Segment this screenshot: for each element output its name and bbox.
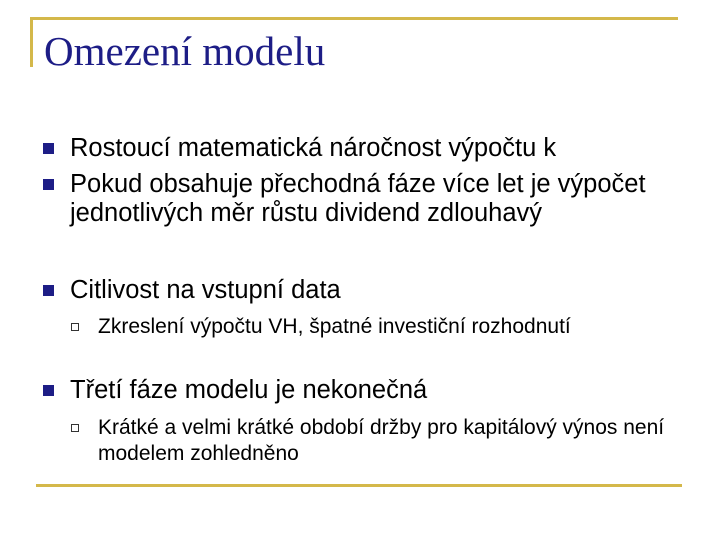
sub-bullet-item [98,415,678,467]
square-bullet-icon [43,143,54,154]
hollow-square-bullet-icon [71,323,79,331]
bullet-item [70,376,680,405]
sub-bullet-text: Krátké a velmi krátké období držby pro kapitálový výnos není modelem zohledněno [98,416,665,465]
square-bullet-icon [43,179,54,190]
bullet-text: Citlivost na vstupní data [70,276,341,304]
bullet-text: Rostoucí matematická náročnost výpočtu k [70,134,557,162]
bullet-item [70,170,680,228]
bullet-text: Třetí fáze modelu je nekonečná [70,376,428,404]
bullet-item [70,276,680,305]
bullet-item [70,134,680,163]
slide-title: Omezení modelu [44,28,326,74]
square-bullet-icon [43,285,54,296]
sub-bullet-text: Zkreslení výpočtu VH, špatné investiční rozhodnutí [98,315,571,338]
sub-bullet-item [98,314,678,340]
square-bullet-icon [43,385,54,396]
bullet-text: Pokud obsahuje přechodná fáze více let je výpočet jednotlivých měr růstu dividend zdlouhavý [70,170,646,227]
hollow-square-bullet-icon [71,424,79,432]
